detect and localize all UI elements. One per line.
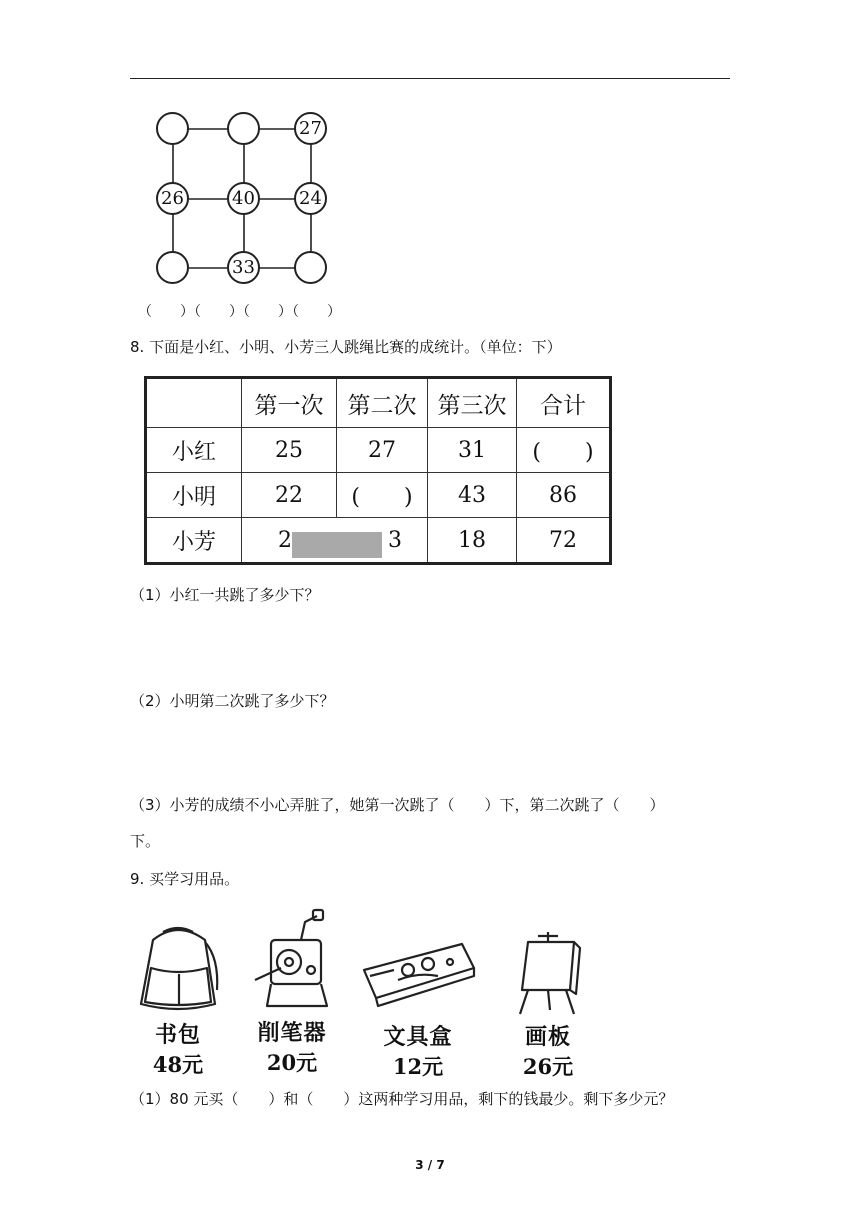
row-name-cell: 小红	[146, 428, 242, 473]
grid-node: 40	[227, 182, 260, 215]
question-8-title: 8. 下面是小红、小明、小芳三人跳绳比赛的成统计。（单位：下）	[130, 338, 562, 356]
q9-sub1: （1）80 元买（ ）和（ ）这两种学习用品，剩下的钱最少。剩下多少元？	[130, 1090, 674, 1108]
q8-sub3-line1: （3）小芳的成绩不小心弄脏了，她第一次跳了（ ）下，第二次跳了（ ）	[130, 796, 665, 814]
drawing-board-icon	[508, 928, 588, 1016]
row-name-cell: 小明	[146, 473, 242, 518]
smudged-digit-2: 3	[388, 528, 402, 553]
q8-sub1: （1）小红一共跳了多少下？	[130, 586, 320, 604]
header-cell: 第二次	[337, 378, 428, 428]
header-rule	[130, 78, 730, 79]
item-pencil-sharpener	[244, 906, 340, 1077]
table-cell: 86	[517, 473, 611, 518]
score-table	[144, 376, 612, 565]
item-price: 26元	[522, 1054, 574, 1079]
page-number: 3 / 7	[415, 1158, 445, 1172]
table-cell: ( )	[337, 473, 428, 518]
item-name: 画板	[524, 1024, 571, 1050]
table-cell: ( )	[517, 428, 611, 473]
table-cell: 72	[517, 518, 611, 564]
table-cell: 22	[242, 473, 337, 518]
item-price: 12元	[392, 1054, 444, 1079]
diagram-answer-blanks: （ ）（ ）（ ）（ ）	[138, 304, 341, 320]
header-cell: 第一次	[242, 378, 337, 428]
item-pencil-box	[356, 932, 480, 1081]
item-price: 20元	[266, 1050, 318, 1075]
table-row	[146, 428, 611, 473]
backpack-icon	[133, 918, 223, 1014]
grid-node: 26	[156, 182, 189, 215]
table-cell: 18	[428, 518, 517, 564]
q8-sub2: （2）小明第二次跳了多少下？	[130, 692, 335, 710]
item-name: 书包	[154, 1022, 201, 1048]
table-cell: 25	[242, 428, 337, 473]
number-grid-diagram	[150, 108, 340, 290]
grid-node	[156, 112, 189, 145]
row-name-cell: 小芳	[146, 518, 242, 564]
table-header-row	[146, 378, 611, 428]
table-row	[146, 473, 611, 518]
table-cell: 43	[428, 473, 517, 518]
item-drawing-board	[500, 928, 596, 1081]
item-backpack	[130, 918, 226, 1079]
table-row	[146, 518, 611, 564]
item-name: 文具盒	[383, 1024, 453, 1050]
smudge-mark	[292, 532, 382, 558]
q8-sub3-line2: 下。	[130, 832, 161, 850]
table-corner-cell	[146, 378, 242, 428]
grid-node: 33	[227, 251, 260, 284]
table-cell: 31	[428, 428, 517, 473]
grid-node	[294, 251, 327, 284]
question-9-title: 9. 买学习用品。	[130, 870, 240, 888]
pencil-sharpener-icon	[247, 906, 337, 1012]
item-price: 48元	[152, 1052, 204, 1077]
header-cell: 合计	[517, 378, 611, 428]
grid-node: 27	[294, 112, 327, 145]
grid-node: 24	[294, 182, 327, 215]
table-cell: 27	[337, 428, 428, 473]
grid-node	[227, 112, 260, 145]
header-cell: 第三次	[428, 378, 517, 428]
smudged-cell	[242, 518, 428, 564]
pencil-box-icon	[358, 932, 478, 1016]
smudged-digit-1: 2	[278, 528, 292, 553]
grid-node	[156, 251, 189, 284]
item-name: 削笔器	[257, 1020, 327, 1046]
